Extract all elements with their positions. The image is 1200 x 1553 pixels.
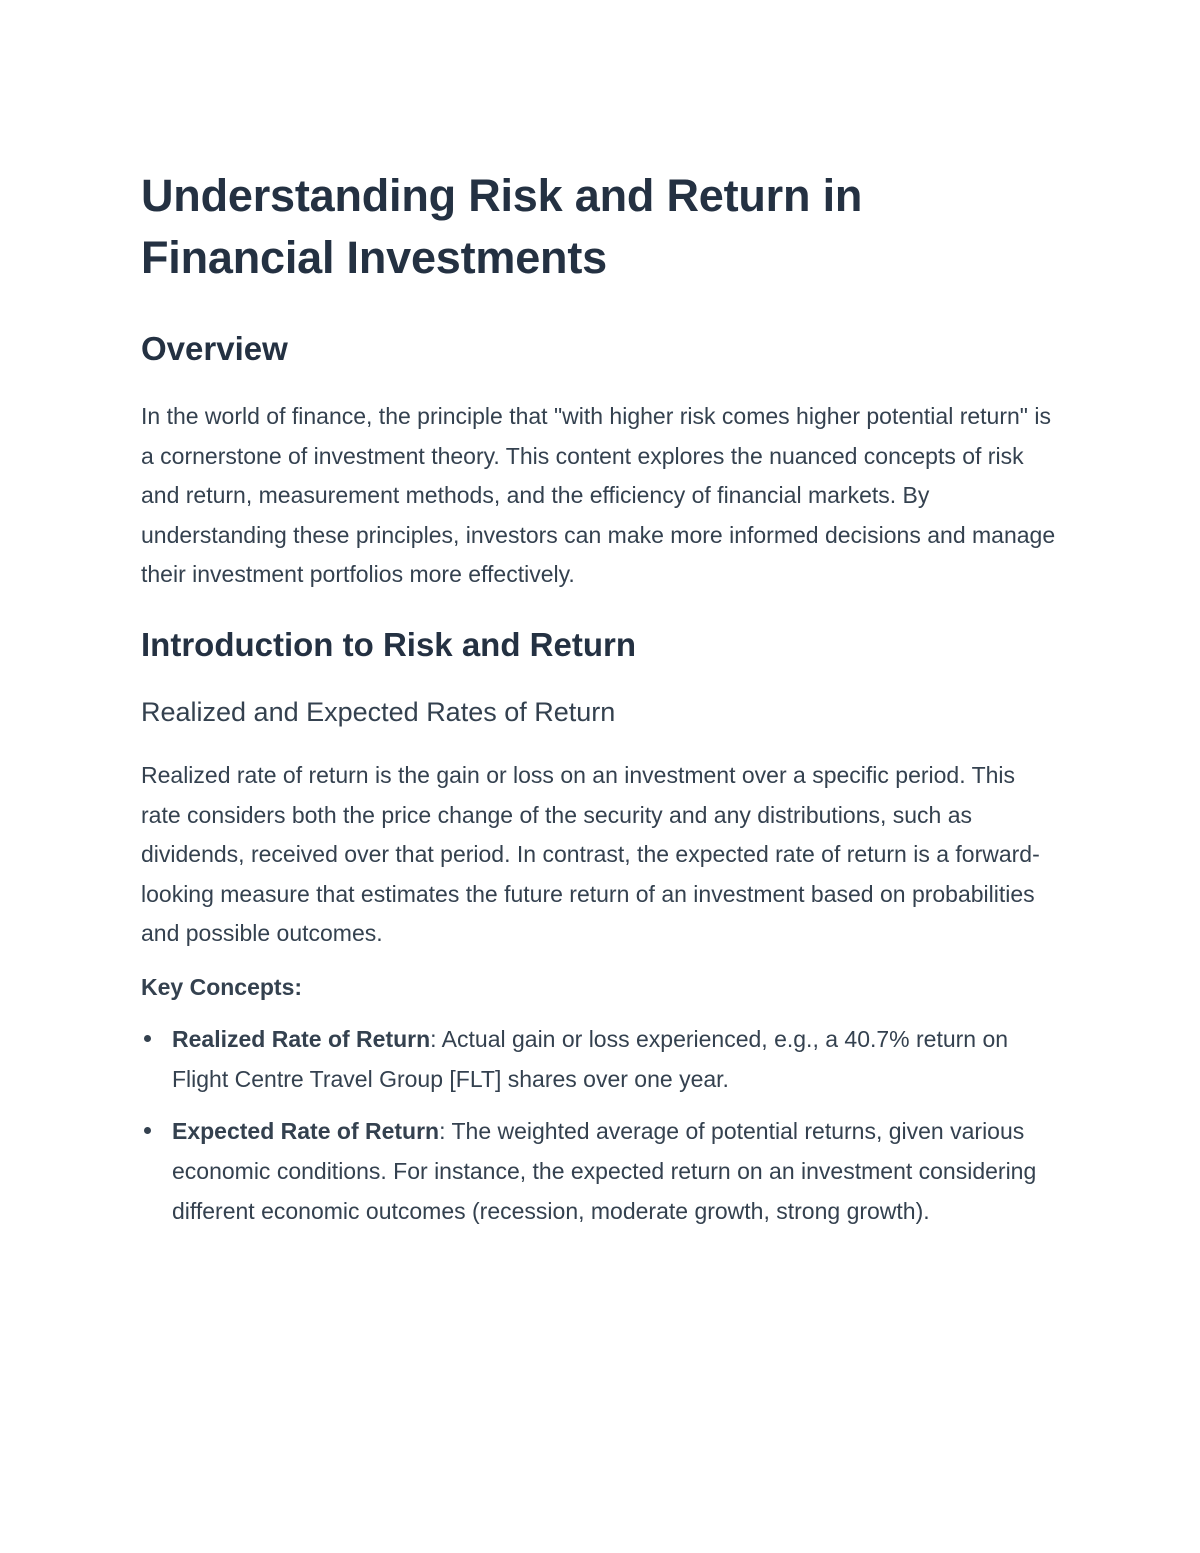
bullet-icon xyxy=(144,1035,151,1042)
key-concepts-list xyxy=(141,1019,1061,1231)
document-title: Understanding Risk and Return in Financial Investments xyxy=(141,170,863,283)
realized-expected-subheading: Realized and Expected Rates of Return xyxy=(141,696,616,727)
list-item-term: Realized Rate of Return xyxy=(172,1025,431,1052)
overview-heading: Overview xyxy=(141,330,288,367)
list-item-text: : The weighted average of potential returns, given various economic conditions. For instance, the expected return on an investment considering different economic outcomes (recession, moderate growth, strong growth). xyxy=(172,1117,1037,1224)
list-item-realized-rate xyxy=(141,1019,1061,1099)
list-item-term: Expected Rate of Return xyxy=(172,1117,440,1144)
overview-paragraph: In the world of finance, the principle that "with higher risk comes higher potential return" is a cornerstone of investment theory. This content explores the nuanced concepts of risk and return, measurement methods, and the efficiency of financial markets. By understanding these principles, investors can make more informed decisions and manage their investment portfolios more effectively. xyxy=(141,403,1056,588)
bullet-icon xyxy=(144,1127,151,1134)
introduction-heading: Introduction to Risk and Return xyxy=(141,625,636,663)
document-page xyxy=(141,165,1061,1243)
list-item-text: : Actual gain or loss experienced, e.g., a 40.7% return on Flight Centre Travel Group [FLT] shares over one year. xyxy=(172,1025,1009,1092)
realized-expected-paragraph: Realized rate of return is the gain or loss on an investment over a specific period. This rate considers both the price change of the security and any distributions, such as dividends, received over that period. In contrast, the expected rate of return is a forward-looking measure that estimates the future return of an investment based on probabilities and possible outcomes. xyxy=(141,761,1040,947)
list-item-expected-rate xyxy=(141,1111,1061,1231)
key-concepts-label: Key Concepts: xyxy=(141,973,303,1000)
